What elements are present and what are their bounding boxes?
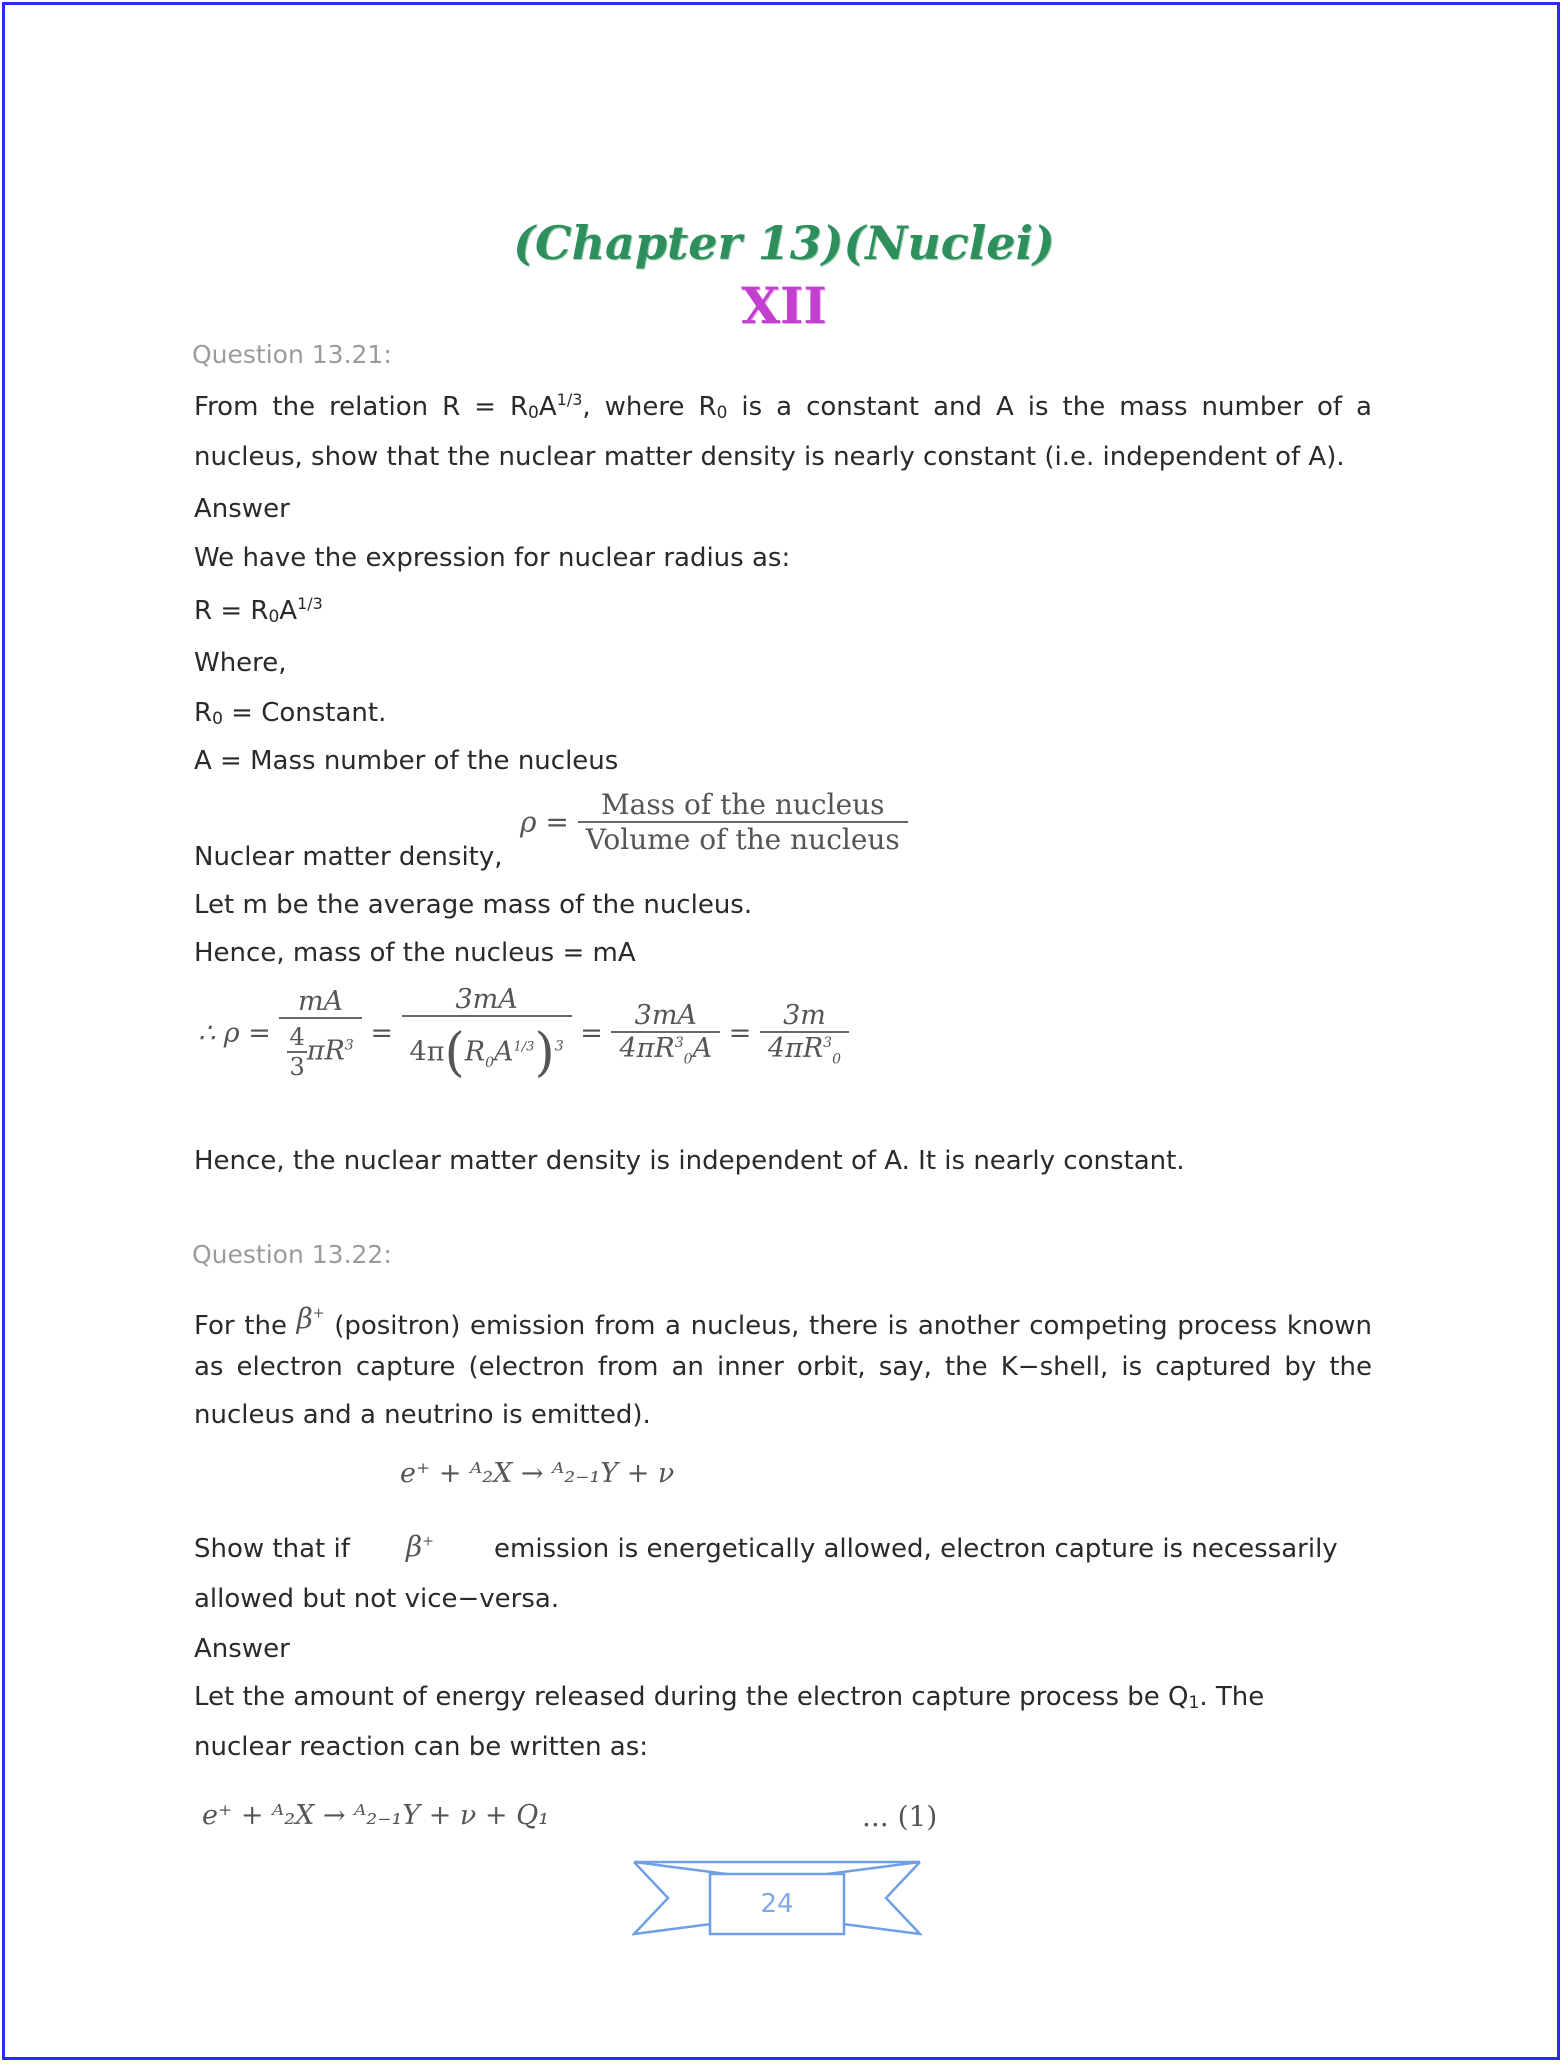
- answer-label-22: Answer: [194, 1634, 290, 1664]
- mass-of-nucleus-text: Hence, mass of the nucleus = mA: [194, 938, 636, 968]
- q22-text-line-7: nuclear reaction can be written as:: [194, 1732, 649, 1762]
- q21-conclusion: Hence, the nuclear matter density is independent of A. It is nearly constant.: [194, 1146, 1185, 1176]
- radius-intro: We have the expression for nuclear radius as:: [194, 543, 791, 573]
- q21-text-line-1: From the relation $R = R0A^{1/3}$, where R0 is a constant and A is the mass number of a: [194, 390, 1372, 423]
- q22-text-line-1: For the β+ (positron) emission from a nucleus, there is another competing process known: [194, 1302, 1373, 1341]
- r0-definition: R0 = Constant.: [194, 698, 387, 729]
- page-number: 24: [760, 1889, 794, 1919]
- density-derivation: ∴ ρ = mA $\frac{4}{3}$ $\pi R^3$ = $\frac{3mA}{4\pi(R_0A^{1/3})^3}$ = $\frac{3mA}{4\pi R^3_0A}$ = $\frac{3m}{4\pi R^3_0}$: [198, 984, 849, 1083]
- beta-plus-symbol: β+: [296, 1302, 325, 1335]
- density-label: Nuclear matter density,: [194, 842, 503, 872]
- q22-text-line-3: nucleus and a neutrino is emitted).: [194, 1400, 651, 1430]
- density-formula: ρ = $\frac{\text{Mass of the nucleus}}{\text{Volume of the nucleus}}$: [520, 788, 908, 856]
- density-denominator: Volume of the nucleus: [585, 823, 900, 856]
- grade-label: XII: [741, 276, 827, 335]
- reaction-equation-1: e⁺ + ᴬ₂X → ᴬ₂₋₁Y + ν + Q₁: [202, 1800, 550, 1831]
- a-definition: A = Mass number of the nucleus: [194, 746, 619, 776]
- question-label-21: Question 13.21:: [192, 340, 392, 369]
- q22-text-line-4: emission is energetically allowed, electron capture is necessarily: [494, 1534, 1338, 1564]
- electron-capture-reaction: e⁺ + ᴬ₂X → ᴬ₂₋₁Y + ν: [400, 1458, 675, 1489]
- q22-text-line-5: allowed but not vice−versa.: [194, 1584, 560, 1614]
- radius-formula: $R = R0A^{1/3}$: [194, 594, 323, 627]
- answer-label-21: Answer: [194, 494, 290, 524]
- q21-text-line-2: nucleus, show that the nuclear matter density is nearly constant (i.e. independent of A).: [194, 442, 1345, 472]
- q22-show-if: Show that if: [194, 1534, 350, 1564]
- where-label: Where,: [194, 648, 287, 678]
- average-mass-text: Let m be the average mass of the nucleus.: [194, 890, 753, 920]
- equation-number-1: ... (1): [862, 1800, 938, 1833]
- fraction-4: $\frac{3m}{4\pi R^3_0}$: [760, 1000, 849, 1067]
- q22-text-line-2: as electron capture (electron from an inner orbit, say, the K−shell, is captured by the: [194, 1352, 1372, 1382]
- beta-plus-symbol-2: β+: [406, 1530, 434, 1563]
- fraction-2: $\frac{3mA}{4\pi(R_0A^{1/3})^3}$: [402, 984, 572, 1083]
- fraction-1: mA $\frac{4}{3}$ $\pi R^3$: [279, 986, 361, 1081]
- q22-text-line-6: Let the amount of energy released during the electron capture process be Q1. The: [194, 1682, 1265, 1713]
- fraction-3: $\frac{3mA}{4\pi R^3_0A}$: [611, 1000, 720, 1067]
- chapter-title: (Chapter 13)(Nuclei): [513, 216, 1055, 270]
- question-label-22: Question 13.22:: [192, 1240, 392, 1269]
- density-numerator: Mass of the nucleus: [578, 788, 908, 823]
